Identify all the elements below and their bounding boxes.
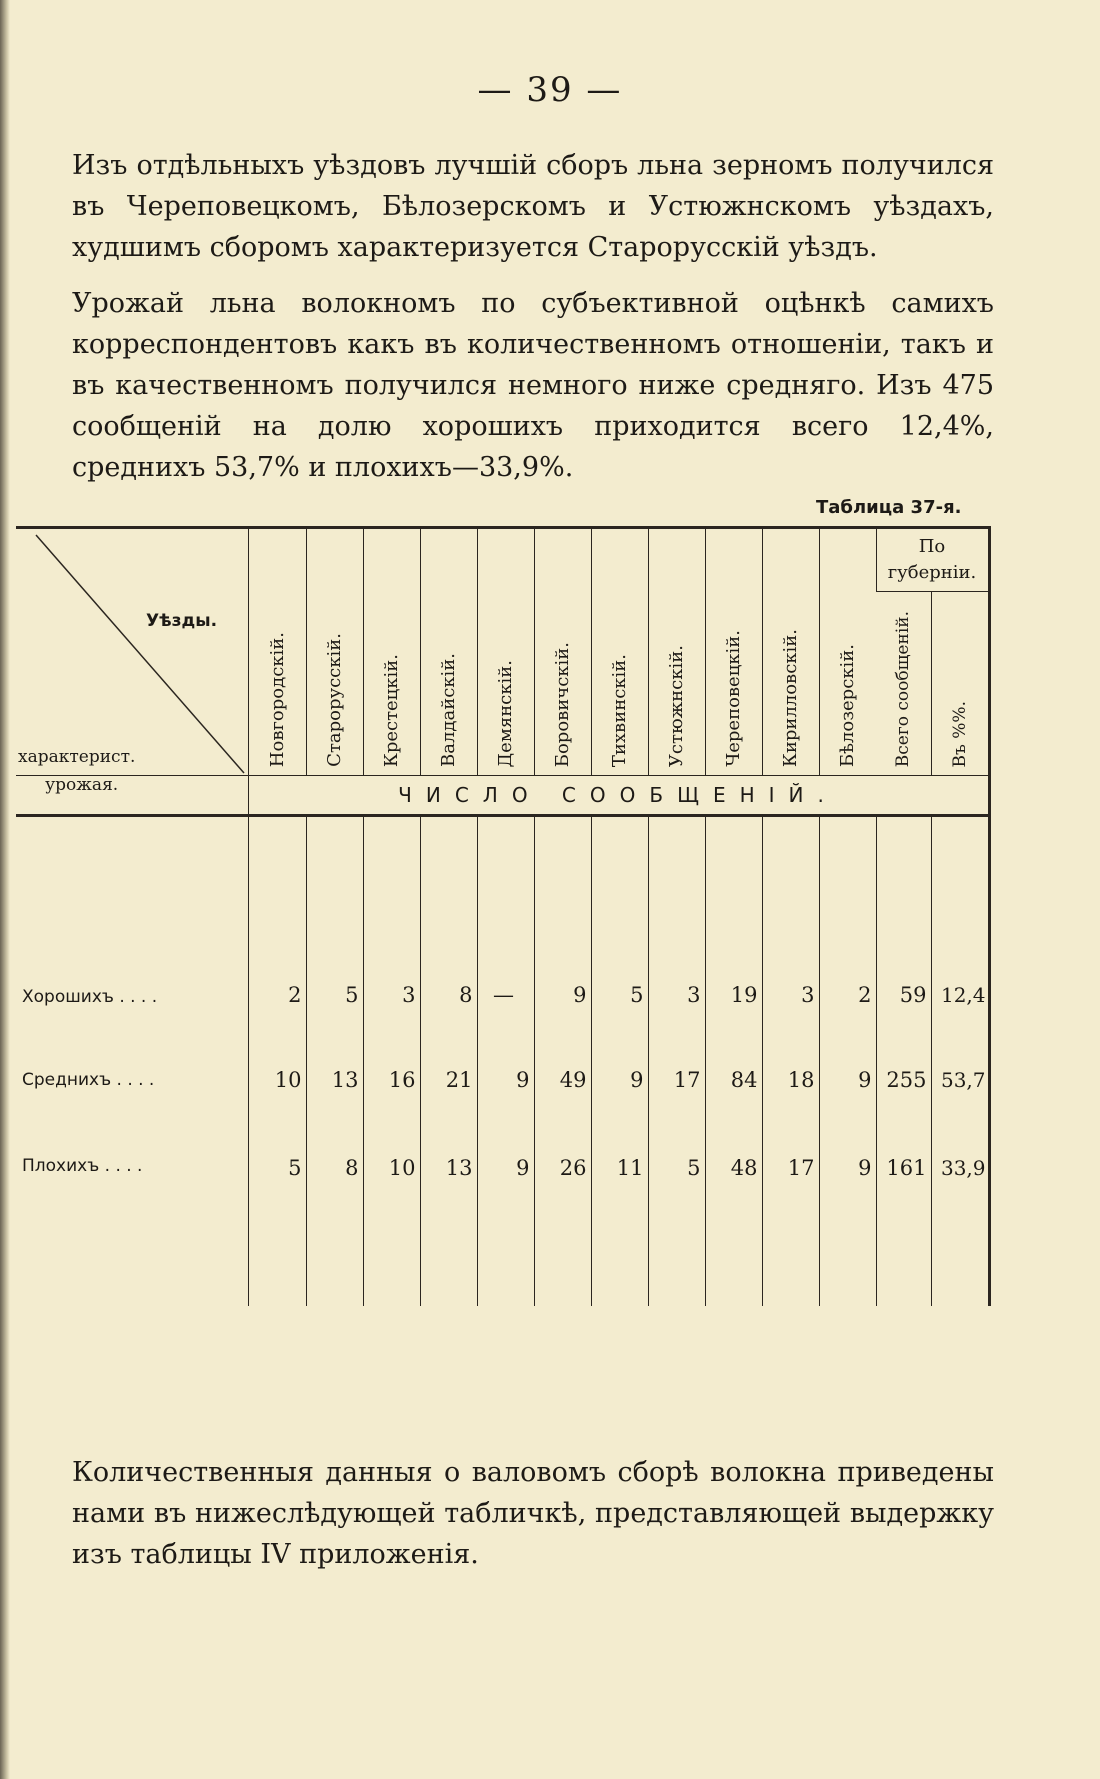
paragraph-seed-yield: Изъ отдѣльныхъ уѣздовъ лучшій сборъ льна зерномъ получился въ Череповецкомъ, Бѣлозерскомъ и Устюжнскомъ уѣздахъ, худшимъ сборомъ характеризуется Старорусскій уѣздъ. xyxy=(72,150,994,263)
table-corner-cell xyxy=(16,528,248,795)
table-cell: 9 xyxy=(477,1142,534,1306)
corner-label-characteristic: характерист. урожая. xyxy=(18,747,136,795)
page-number: — 39 — xyxy=(477,70,623,110)
col-header-district: Устюжнскій. xyxy=(648,528,705,776)
table-cell: 11 xyxy=(591,1142,648,1306)
table-cell: 2 xyxy=(819,816,876,1018)
table-cell: 17 xyxy=(762,1142,819,1306)
table-cell: 9 xyxy=(534,816,591,1018)
col-header-total-reports: Всего сообщеній. xyxy=(893,610,914,767)
table-cell: 59 xyxy=(876,816,931,1018)
col-group-header-province: По губерніи. xyxy=(876,528,989,592)
table-cell: 13 xyxy=(420,1142,477,1306)
table-row xyxy=(16,1017,989,1142)
col-header-district: Боровичскій. xyxy=(534,528,591,776)
corner-diagonal xyxy=(16,529,248,775)
table-cell: 12,4 xyxy=(931,816,989,1018)
table-cell: 5 xyxy=(591,816,648,1018)
col-header-district: Демянскій. xyxy=(477,528,534,776)
table-caption: Таблица 37-я. xyxy=(816,497,962,518)
paragraph-gross-fibre: Количественныя данныя о валовомъ сборѣ волокна приведены нами въ нижеслѣдующей табличкѣ, представляющей выдержку изъ таблицы IV приложенія. xyxy=(72,1457,994,1570)
table-cell: 18 xyxy=(762,1017,819,1142)
table-cell: 8 xyxy=(420,816,477,1018)
table-cell: 9 xyxy=(591,1017,648,1142)
table-cell: 19 xyxy=(705,816,762,1018)
count-header: ЧИСЛО СООБЩЕНІЙ. xyxy=(248,776,989,816)
table-cell: 9 xyxy=(819,1017,876,1142)
table-cell: 5 xyxy=(248,1142,306,1306)
col-header-district: Старорусскій. xyxy=(306,528,363,776)
table-header-row xyxy=(16,528,989,592)
col-header-district: Валдайскій. xyxy=(420,528,477,776)
table-cell: 10 xyxy=(363,1142,420,1306)
table-cell: 9 xyxy=(477,1017,534,1142)
col-header-district: Бѣлозерскій. xyxy=(819,528,876,776)
table-cell: 10 xyxy=(248,1017,306,1142)
table-cell: 33,9 xyxy=(931,1142,989,1306)
col-header-district: Тихвинскій. xyxy=(591,528,648,776)
table-cell: 5 xyxy=(306,816,363,1018)
corner-label-uezdy: Уѣзды. xyxy=(146,611,218,631)
table-cell: 2 xyxy=(248,816,306,1018)
table-cell: 84 xyxy=(705,1017,762,1142)
table-cell: 3 xyxy=(363,816,420,1018)
col-header-percent: Въ %%. xyxy=(931,591,989,775)
col-header-district: Новгородскій. xyxy=(248,528,306,776)
table-cell: 5 xyxy=(648,1142,705,1306)
row-label: Среднихъ . . . . xyxy=(22,1069,155,1090)
table-row xyxy=(16,1142,989,1306)
col-header-district: Череповецкій. xyxy=(705,528,762,776)
table-cell: 13 xyxy=(306,1017,363,1142)
table-cell: 161 xyxy=(876,1142,931,1306)
row-label: Хорошихъ . . . . xyxy=(22,987,158,1007)
paragraph-fibre-yield: Урожай льна волокномъ по субъективной оцѣнкѣ самихъ корреспондентовъ какъ въ количественномъ отношеніи, такъ и въ качественномъ получился немного ниже средняго. Изъ 475 сообщеній на долю хорошихъ приходится всего 12,4%, среднихъ 53,7% и плохихъ—33,9%. xyxy=(72,288,994,483)
table-cell: 3 xyxy=(762,816,819,1018)
table-cell: 8 xyxy=(306,1142,363,1306)
row-label: Плохихъ . . . . xyxy=(22,1156,143,1176)
table-cell: 16 xyxy=(363,1017,420,1142)
table-cell: 49 xyxy=(534,1017,591,1142)
table-row xyxy=(16,816,989,1018)
table-cell: 9 xyxy=(819,1142,876,1306)
table-cell: 21 xyxy=(420,1017,477,1142)
table-cell: 26 xyxy=(534,1142,591,1306)
yield-table xyxy=(16,526,991,1306)
table-cell: 17 xyxy=(648,1017,705,1142)
table-cell: — xyxy=(477,816,534,1018)
table-cell: 3 xyxy=(648,816,705,1018)
table-cell: 255 xyxy=(876,1017,931,1142)
count-header-row xyxy=(16,776,989,816)
table-cell: 48 xyxy=(705,1142,762,1306)
book-spine-edge xyxy=(0,0,10,1779)
col-header-district: Кирилловскій. xyxy=(762,528,819,776)
table-cell: 53,7 xyxy=(931,1017,989,1142)
col-header-district: Крестецкій. xyxy=(363,528,420,776)
